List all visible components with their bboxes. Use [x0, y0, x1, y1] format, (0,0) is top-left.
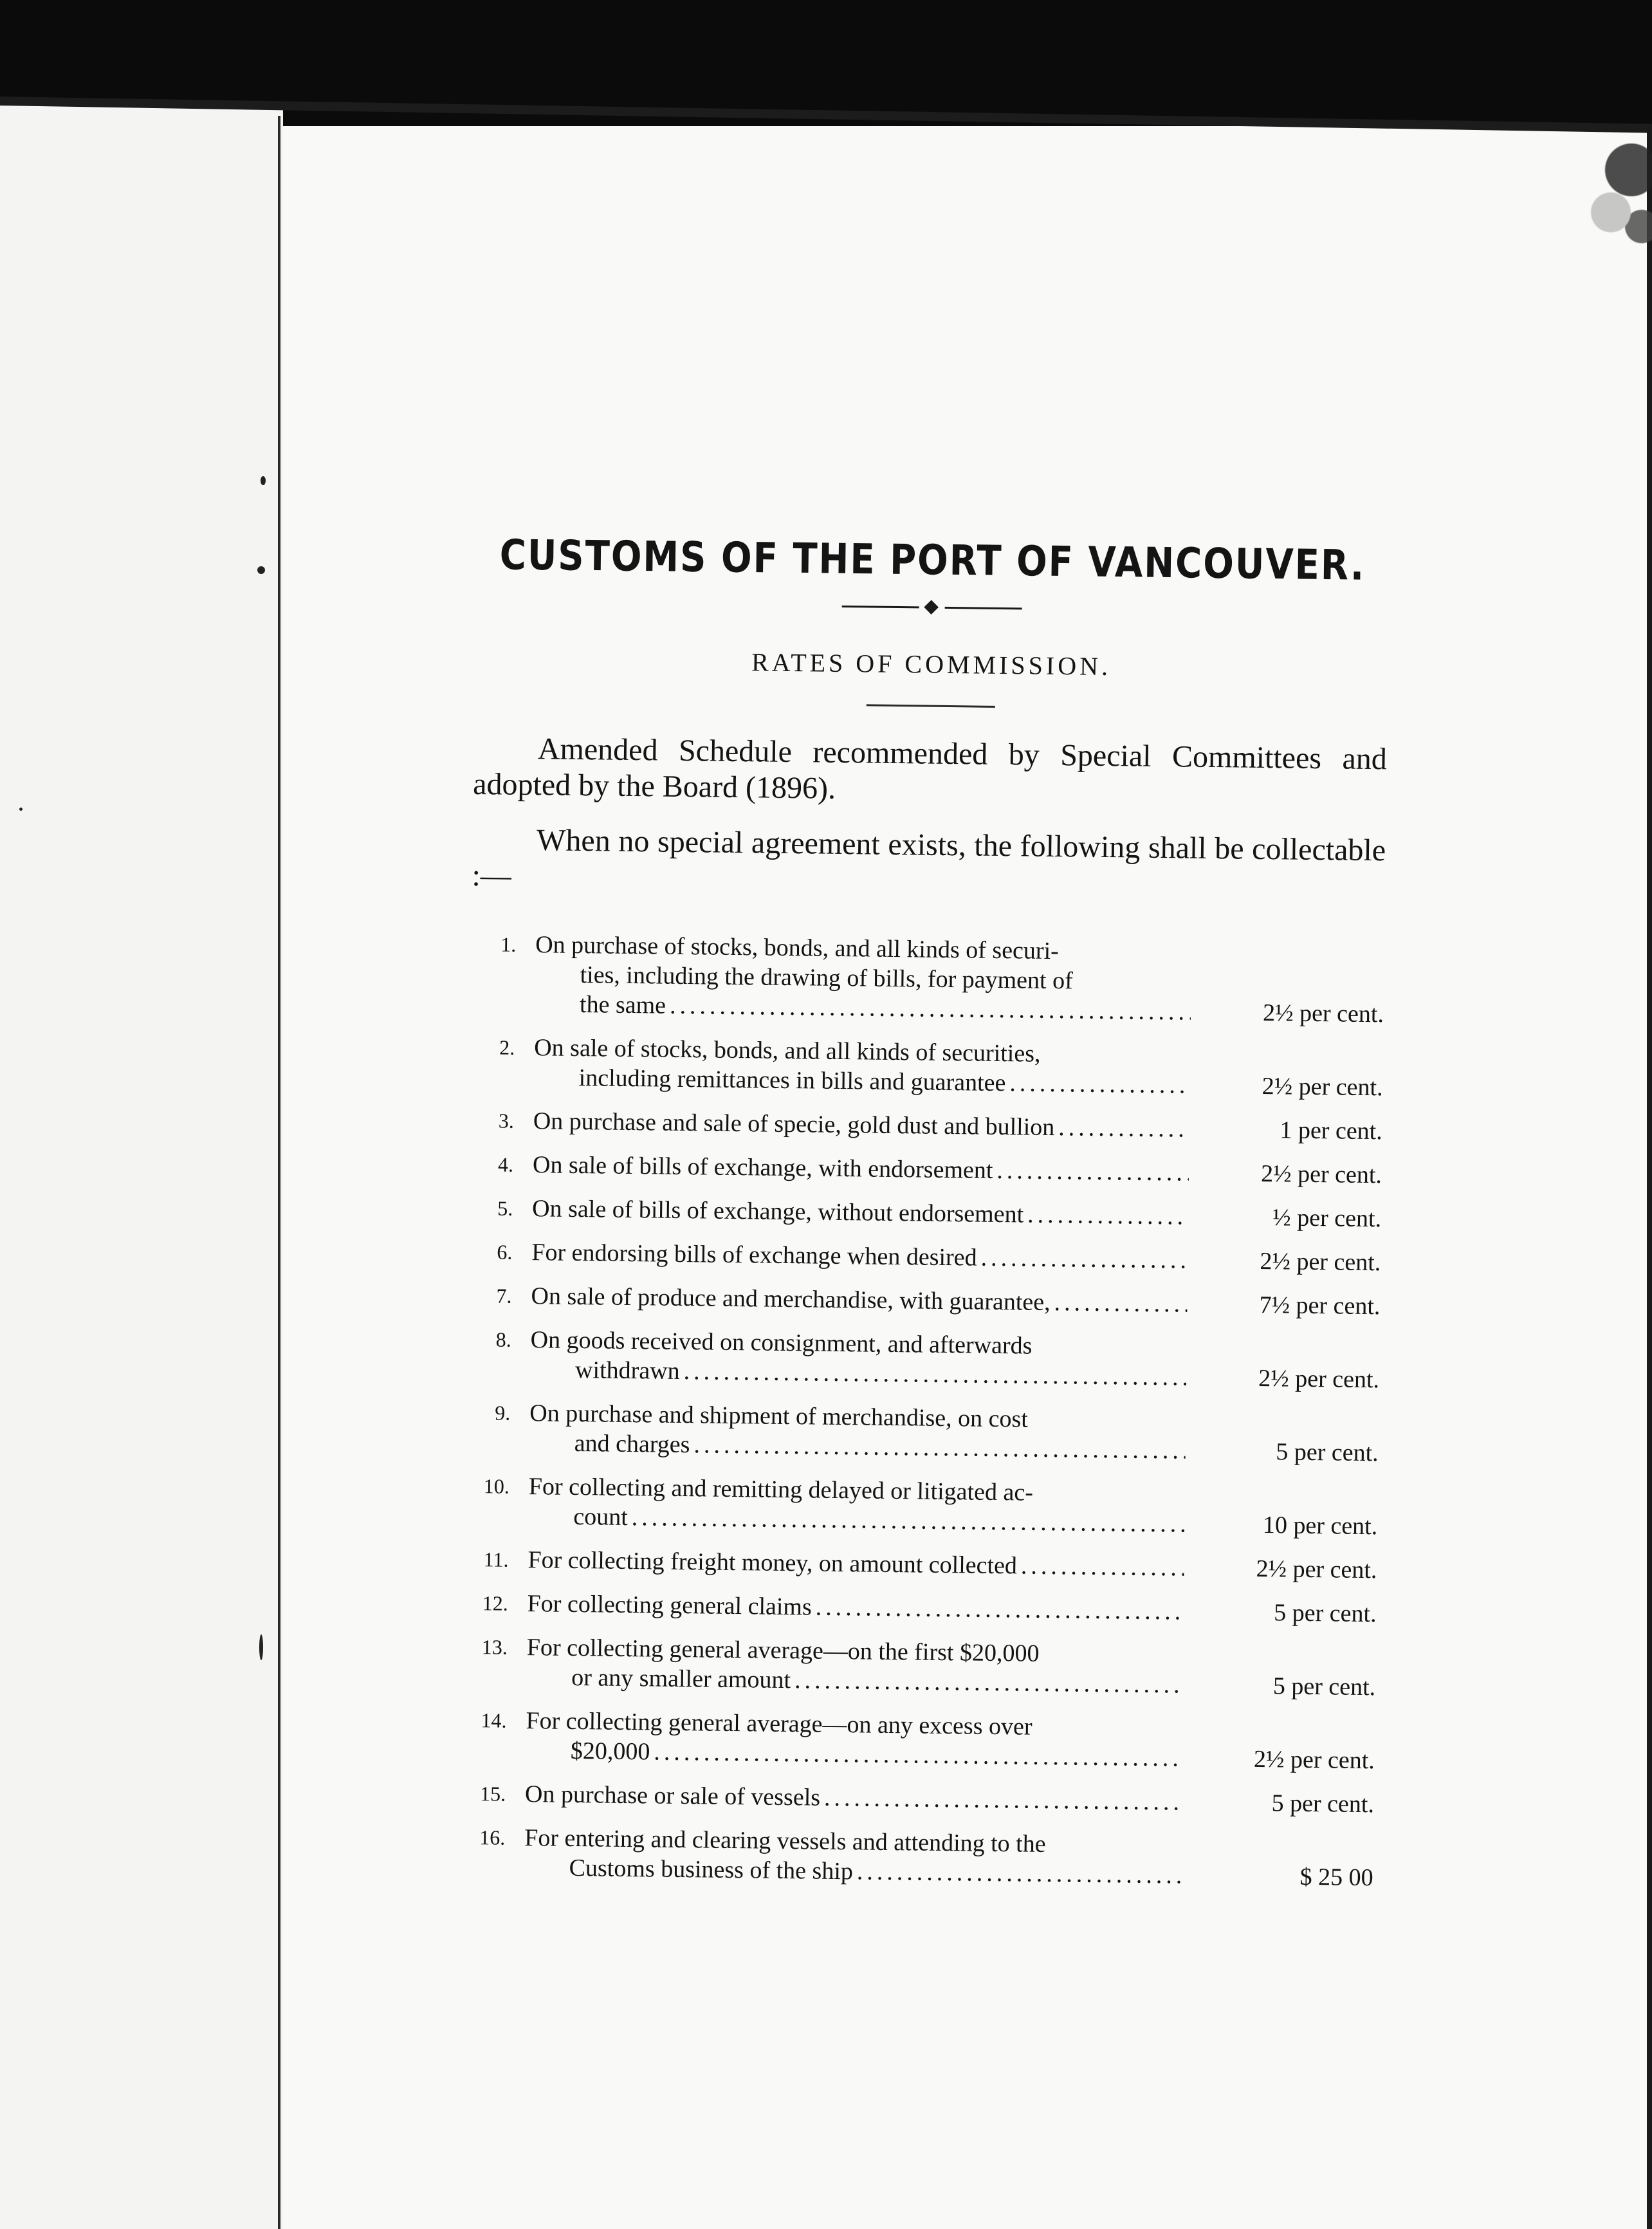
item-number: 15. [479, 1782, 506, 1806]
item-line: On purchase of stocks, bonds, and all kinds of securi- [535, 931, 1060, 965]
item-number: 10. [483, 1474, 510, 1498]
rate-item [459, 1822, 1373, 1892]
item-line: or any smaller amount [571, 1663, 791, 1694]
dot-leader [693, 1430, 1186, 1465]
item-number: 4. [497, 1152, 514, 1176]
dot-leader [670, 991, 1191, 1027]
title-ornament [842, 600, 1022, 615]
item-rate: 5 per cent. [1276, 1438, 1379, 1467]
item-number: 6. [497, 1240, 513, 1264]
rate-item [461, 1779, 1374, 1819]
item-rate: $ 25 00 [1299, 1863, 1373, 1892]
item-number: 7. [496, 1284, 512, 1308]
item-line: On goods received on consignment, and afterwards [530, 1326, 1032, 1360]
dot-leader [1027, 1200, 1189, 1232]
item-line: Customs business of the ship [569, 1854, 854, 1885]
item-rate: 2½ per cent. [1260, 1247, 1381, 1277]
item-rate: 2½ per cent. [1262, 1072, 1383, 1102]
dot-leader [1054, 1288, 1187, 1319]
rate-item [461, 1705, 1375, 1775]
rate-item [469, 1105, 1382, 1146]
item-line: For collecting general average—on any excess over [526, 1707, 1032, 1741]
page-right-edge [1647, 126, 1652, 2229]
rate-item [470, 929, 1385, 1029]
intro-paragraph: Amended Schedule recommended by Special Committees and adopted by the Board (1896). [472, 732, 1388, 806]
item-rate: 5 per cent. [1271, 1790, 1375, 1818]
item-line: For entering and clearing vessels and attending to the [524, 1824, 1046, 1858]
page-title: CUSTOMS OF THE PORT OF VANCOUVER. [499, 531, 1366, 590]
item-line: including remittances in bills and guarantee [578, 1064, 1006, 1097]
scan-speck [19, 808, 23, 811]
item-line: withdrawn [574, 1356, 680, 1385]
item-number: 8. [495, 1327, 511, 1351]
scan-speck [257, 566, 265, 574]
rate-item [464, 1398, 1379, 1468]
dot-leader [816, 1593, 1184, 1627]
item-rate: 2½ per cent. [1256, 1555, 1377, 1584]
item-line: the same [579, 991, 666, 1019]
dot-leader [1021, 1551, 1184, 1582]
item-line: count [573, 1503, 629, 1531]
dot-leader [857, 1856, 1180, 1890]
item-line: ties, including the drawing of bills, for payment of [580, 961, 1074, 995]
item-rate: 2½ per cent. [1262, 999, 1384, 1028]
rate-item [469, 1032, 1383, 1102]
item-rate: 10 per cent. [1262, 1512, 1378, 1540]
item-line: On sale of bills of exchange, without endorsement [531, 1195, 1024, 1228]
rates-list [459, 929, 1384, 1892]
rate-item [464, 1471, 1378, 1541]
item-rate: 2½ per cent. [1253, 1745, 1375, 1775]
item-rate: 5 per cent. [1272, 1672, 1376, 1701]
dot-leader [654, 1737, 1182, 1773]
item-line: On sale of produce and merchandise, with guarantee, [531, 1282, 1051, 1316]
item-line: On sale of bills of exchange, with endorsement [532, 1151, 993, 1184]
item-line: On sale of stocks, bonds, and all kinds of securities, [533, 1034, 1041, 1068]
item-rate: 5 per cent. [1274, 1599, 1377, 1628]
item-number: 9. [495, 1401, 511, 1425]
item-rate: ½ per cent. [1272, 1204, 1382, 1233]
item-line: On purchase or sale of vessels [524, 1780, 821, 1811]
document-body [459, 531, 1390, 1907]
item-number: 5. [497, 1196, 513, 1220]
intro-paragraph: When no special agreement exists, the following shall be collectable :— [472, 823, 1386, 893]
item-line: For collecting general claims [527, 1590, 812, 1621]
rate-item [467, 1237, 1381, 1277]
rate-item [466, 1281, 1380, 1321]
rate-item [468, 1149, 1382, 1190]
item-number: 12. [482, 1591, 508, 1615]
item-number: 1. [500, 932, 517, 956]
page-subtitle: RATES OF COMMISSION. [751, 647, 1112, 681]
item-rate: 2½ per cent. [1258, 1364, 1380, 1394]
rate-item [463, 1544, 1377, 1585]
item-line: For endorsing bills of exchange when desired [531, 1239, 977, 1272]
torn-corner [1549, 142, 1652, 283]
dot-leader [794, 1665, 1183, 1699]
item-rate: 7½ per cent. [1259, 1291, 1381, 1320]
dot-leader [1058, 1113, 1189, 1143]
item-line: On purchase and shipment of merchandise, on cost [529, 1400, 1029, 1433]
item-number: 2. [499, 1035, 515, 1059]
rate-item [468, 1193, 1381, 1234]
rate-item [462, 1632, 1376, 1702]
dot-leader [980, 1243, 1188, 1275]
item-line: For collecting general average—on the first $20,000 [526, 1634, 1040, 1667]
item-description [535, 930, 1191, 997]
item-number: 11. [483, 1548, 509, 1571]
item-line: For collecting and remitting delayed or litigated ac- [528, 1473, 1034, 1506]
item-line: $20,000 [570, 1737, 650, 1766]
item-rate: 2½ per cent. [1260, 1160, 1382, 1189]
dot-leader [632, 1503, 1185, 1539]
dot-leader [824, 1783, 1181, 1817]
dot-leader [683, 1356, 1186, 1392]
page-gutter [278, 116, 280, 2229]
item-number: 14. [481, 1708, 507, 1732]
rate-item [466, 1324, 1380, 1394]
dot-leader [996, 1156, 1189, 1188]
dot-leader [1009, 1068, 1190, 1100]
scan-speck [261, 476, 266, 485]
item-line: On purchase and sale of specie, gold dust and bullion [533, 1107, 1055, 1142]
item-number: 3. [498, 1109, 515, 1133]
divider-rule [867, 704, 995, 707]
item-number: 16. [479, 1826, 506, 1849]
item-rate: 1 per cent. [1280, 1116, 1383, 1145]
scan-speck [259, 1634, 263, 1660]
item-number: 13. [481, 1635, 508, 1659]
left-page [0, 103, 283, 2229]
item-line: and charges [574, 1429, 690, 1459]
item-line: For collecting freight money, on amount collected [528, 1546, 1018, 1580]
rate-item [463, 1588, 1376, 1629]
